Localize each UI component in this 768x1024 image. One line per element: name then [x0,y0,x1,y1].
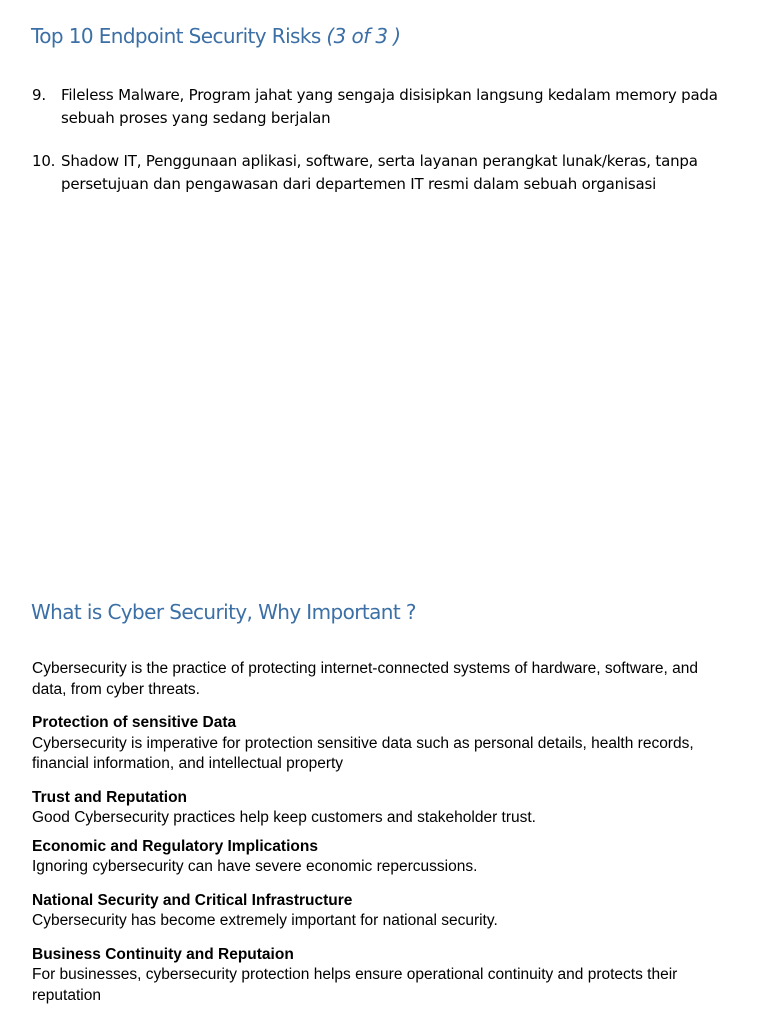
slide-cyber-security-importance [0,580,768,1024]
slide-title [31,24,400,48]
list-item [32,84,742,130]
section-text: Cybersecurity has become extremely important for national security. [32,912,498,929]
section-business-continuity [32,945,732,1007]
slide-title: What is Cyber Security, Why Important ? [31,600,416,624]
list-item [32,150,742,196]
intro-paragraph: Cybersecurity is the practice of protecting internet-connected systems of hardware, software, and data, from cyber threats. [32,660,698,698]
section-national-security [32,891,732,932]
section-heading: Economic and Regulatory Implications [32,837,318,855]
section-text: Cybersecurity is imperative for protection sensitive data such as personal details, health records, financial information, and intellectual property [32,734,694,772]
section-protection-sensitive-data [32,713,732,775]
section-heading: National Security and Critical Infrastructure [32,891,353,909]
section-heading: Protection of sensitive Data [32,714,237,731]
list-item-number: 10. [32,152,56,170]
slide-title-page-indicator: (3 of 3 ) [326,24,401,48]
slide-title-main: Top 10 Endpoint Security Risks [31,24,327,48]
list-item-text: Fileless Malware, Program jahat yang sengaja disisipkan langsung kedalam memory pada sebuah proses yang sedang berjalan [61,86,718,127]
section-text: Good Cybersecurity practices help keep customers and stakeholder trust. [32,809,536,826]
section-heading: Business Continuity and Reputaion [32,945,294,963]
risk-list [32,84,742,216]
list-item-number: 9. [32,86,46,104]
section-text: For businesses, cybersecurity protection helps ensure operational continuity and protects their reputation [32,966,678,1004]
section-economic-regulatory [32,837,732,878]
slide-body [32,659,732,1019]
section-trust-reputation [32,788,732,829]
section-heading: Trust and Reputation [32,788,187,806]
list-item-text: Shadow IT, Penggunaan aplikasi, software, serta layanan perangkat lunak/keras, tanpa persetujuan dan pengawasan dari departemen IT resmi dalam sebuah organisasi [61,152,698,193]
section-text: Ignoring cybersecurity can have severe economic repercussions. [32,858,478,875]
